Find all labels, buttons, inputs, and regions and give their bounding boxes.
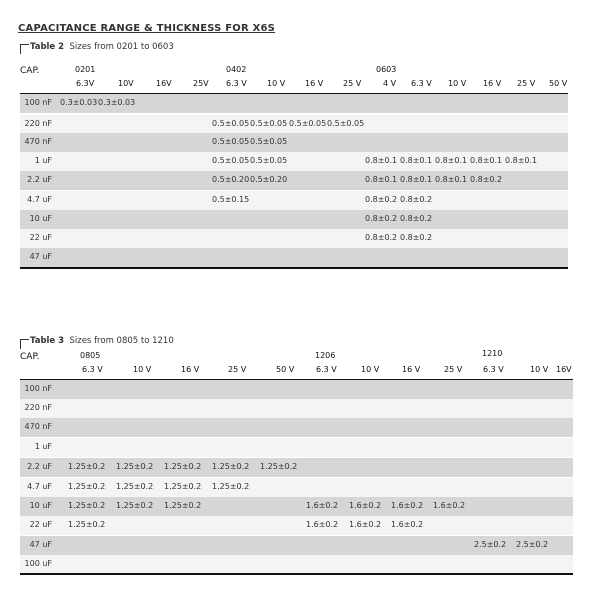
table3-row: [20, 555, 573, 574]
table2-cap-label: 47 uF: [29, 252, 52, 261]
table2-thickness-cell: 0.8±0.2: [400, 233, 433, 242]
table2-thickness-cell: 0.3±0.03: [60, 98, 98, 107]
table3-cap-label: 47 uF: [29, 540, 52, 549]
table2-thickness-cell: 0.5±0.05: [250, 156, 288, 165]
table2-thickness-cell: 0.3±0.03: [98, 98, 136, 107]
table2-voltage-header: 16 V: [483, 79, 502, 88]
table3-thickness-cell: 1.25±0.2: [212, 462, 250, 471]
table3-thickness-cell: 1.25±0.2: [164, 501, 202, 510]
table3-voltage-header: 6.3 V: [82, 365, 103, 374]
table3-thickness-cell: 1.6±0.2: [391, 520, 424, 529]
table2-thickness-cell: 0.5±0.05: [327, 119, 365, 128]
table2-cap-label: 470 nF: [24, 137, 52, 146]
table3-cap-label: 100 uF: [24, 559, 52, 568]
table2-thickness-cell: 0.8±0.2: [470, 175, 503, 184]
table3-voltage-header: 16 V: [181, 365, 200, 374]
table3-voltage-header: 16V: [556, 365, 572, 374]
table2-voltage-header: 10 V: [448, 79, 467, 88]
table3-size-1206: 1206: [315, 351, 336, 360]
table3-thickness-cell: 1.6±0.2: [306, 501, 339, 510]
table3-voltage-header: 10 V: [530, 365, 549, 374]
table3-voltage-header: 6.3 V: [483, 365, 504, 374]
table2-thickness-cell: 0.5±0.05: [212, 156, 250, 165]
table3-thickness-cell: 1.25±0.2: [116, 482, 154, 491]
table2-voltage-header: 4 V: [383, 79, 397, 88]
table3-thickness-cell: 1.25±0.2: [260, 462, 298, 471]
table2-cap-label: 100 nF: [24, 98, 52, 107]
table3-cap-label: 2.2 uF: [27, 462, 52, 471]
table3-thickness-cell: 1.25±0.2: [68, 501, 106, 510]
table2-cap-label: 2.2 uF: [27, 175, 52, 184]
table2-thickness-cell: 0.8±0.1: [365, 175, 398, 184]
table2-thickness-cell: 0.5±0.05: [289, 119, 327, 128]
table2-thickness-cell: 0.8±0.1: [505, 156, 538, 165]
table2-thickness-cell: 0.8±0.1: [365, 156, 398, 165]
table2-row: [20, 229, 568, 248]
table2-thickness-cell: 0.5±0.20: [250, 175, 288, 184]
table3-thickness-cell: 1.6±0.2: [391, 501, 424, 510]
table2-thickness-cell: 0.8±0.2: [365, 195, 398, 204]
table3-thickness-cell: 1.6±0.2: [349, 501, 382, 510]
table2-cap-label: 1 uF: [34, 156, 52, 165]
table2-size-0603: 0603: [376, 65, 397, 74]
table2-voltage-header: 16 V: [305, 79, 324, 88]
table3-voltage-header: 10 V: [133, 365, 152, 374]
table3-size-0805: 0805: [80, 351, 101, 360]
table2-row: [20, 248, 568, 267]
table3-cap-label: 1 uF: [34, 442, 52, 451]
table2-cap-label: 4.7 uF: [27, 195, 52, 204]
table2-voltage-header: 50 V: [549, 79, 568, 88]
page-title: CAPACITANCE RANGE & THICKNESS FOR X6S: [18, 23, 276, 34]
table2-thickness-cell: 0.5±0.05: [212, 119, 250, 128]
table2-size-0201: 0201: [75, 65, 96, 74]
table3-voltage-header: 25 V: [228, 365, 247, 374]
table2-thickness-cell: 0.8±0.1: [470, 156, 503, 165]
table3-cap-label: 220 nF: [24, 403, 52, 412]
table2-voltage-header: 6.3 V: [411, 79, 432, 88]
table2-caption-bracket: [20, 44, 29, 54]
table2-cap-label: 22 uF: [29, 233, 52, 242]
table3-size-1210: 1210: [482, 349, 503, 358]
table3-row: [20, 438, 573, 457]
table2-voltage-header: 25 V: [343, 79, 362, 88]
table3-thickness-cell: 1.25±0.2: [68, 462, 106, 471]
table2-voltage-header: 25V: [193, 79, 209, 88]
table2-thickness-cell: 0.8±0.2: [400, 195, 433, 204]
table3-caption: [30, 336, 174, 346]
table2-voltage-header: 6.3 V: [226, 79, 247, 88]
table2-thickness-cell: 0.5±0.05: [250, 137, 288, 146]
table2-row: [20, 210, 568, 229]
table3-thickness-cell: 1.25±0.2: [116, 462, 154, 471]
table3-thickness-cell: 1.25±0.2: [68, 482, 106, 491]
table3-thickness-cell: 1.6±0.2: [349, 520, 382, 529]
table3-voltage-header: 10 V: [361, 365, 380, 374]
table3-voltage-header: 6.3 V: [316, 365, 337, 374]
table2-thickness-cell: 0.5±0.05: [250, 119, 288, 128]
table3-thickness-cell: 2.5±0.2: [516, 540, 549, 549]
table3-voltage-header: 50 V: [276, 365, 295, 374]
table3-cap-header: CAP.: [20, 352, 40, 362]
table2-caption: [30, 42, 174, 52]
table3-thickness-cell: 1.25±0.2: [68, 520, 106, 529]
table2-thickness-cell: 0.5±0.20: [212, 175, 250, 184]
table3-caption-label: Table 3: [30, 336, 65, 346]
table2-row: [20, 191, 568, 210]
table3-row: [20, 380, 573, 399]
table3-voltage-header: 25 V: [444, 365, 463, 374]
table3-thickness-cell: 1.25±0.2: [164, 482, 202, 491]
table3-voltage-header: 16 V: [402, 365, 421, 374]
table3-cap-label: 470 nF: [24, 422, 52, 431]
table2-voltage-header: 6.3V: [76, 79, 95, 88]
table2-voltage-header: 10V: [118, 79, 134, 88]
table2-row: [20, 133, 568, 152]
table2-thickness-cell: 0.5±0.05: [212, 137, 250, 146]
table2-caption-text: Sizes from 0201 to 0603: [69, 42, 174, 52]
table2-thickness-cell: 0.8±0.2: [365, 214, 398, 223]
table3-cap-label: 4.7 uF: [27, 482, 52, 491]
table2-voltage-header: 16V: [156, 79, 172, 88]
table3-thickness-cell: 1.25±0.2: [212, 482, 250, 491]
table2-thickness-cell: 0.8±0.1: [400, 156, 433, 165]
table2-thickness-cell: 0.8±0.2: [365, 233, 398, 242]
table2-cap-header: CAP.: [20, 66, 40, 76]
table3-caption-bracket: [20, 339, 29, 349]
table3-thickness-cell: 1.6±0.2: [306, 520, 339, 529]
table3-bottom-rule: [20, 573, 573, 575]
table3-thickness-cell: 1.25±0.2: [116, 501, 154, 510]
table2-thickness-cell: 0.8±0.1: [400, 175, 433, 184]
table3-cap-label: 10 uF: [29, 501, 52, 510]
table3-row: [20, 399, 573, 418]
table2-voltage-header: 10 V: [267, 79, 286, 88]
table3-thickness-cell: 1.25±0.2: [164, 462, 202, 471]
table2-thickness-cell: 0.8±0.1: [435, 175, 468, 184]
table3-row: [20, 418, 573, 437]
table3-caption-text: Sizes from 0805 to 1210: [69, 336, 174, 346]
table2-voltage-header: 25 V: [517, 79, 536, 88]
table2-thickness-cell: 0.8±0.2: [400, 214, 433, 223]
table3-thickness-cell: 2.5±0.2: [474, 540, 507, 549]
table2-thickness-cell: 0.5±0.15: [212, 195, 250, 204]
table2-bottom-rule: [20, 267, 568, 269]
table2-size-0402: 0402: [226, 65, 247, 74]
table2-caption-label: Table 2: [30, 42, 65, 52]
table3-cap-label: 100 nF: [24, 384, 52, 393]
table2-cap-label: 220 nF: [24, 119, 52, 128]
table2-cap-label: 10 uF: [29, 214, 52, 223]
table2-thickness-cell: 0.8±0.1: [435, 156, 468, 165]
table3-cap-label: 22 uF: [29, 520, 52, 529]
table3-thickness-cell: 1.6±0.2: [433, 501, 466, 510]
